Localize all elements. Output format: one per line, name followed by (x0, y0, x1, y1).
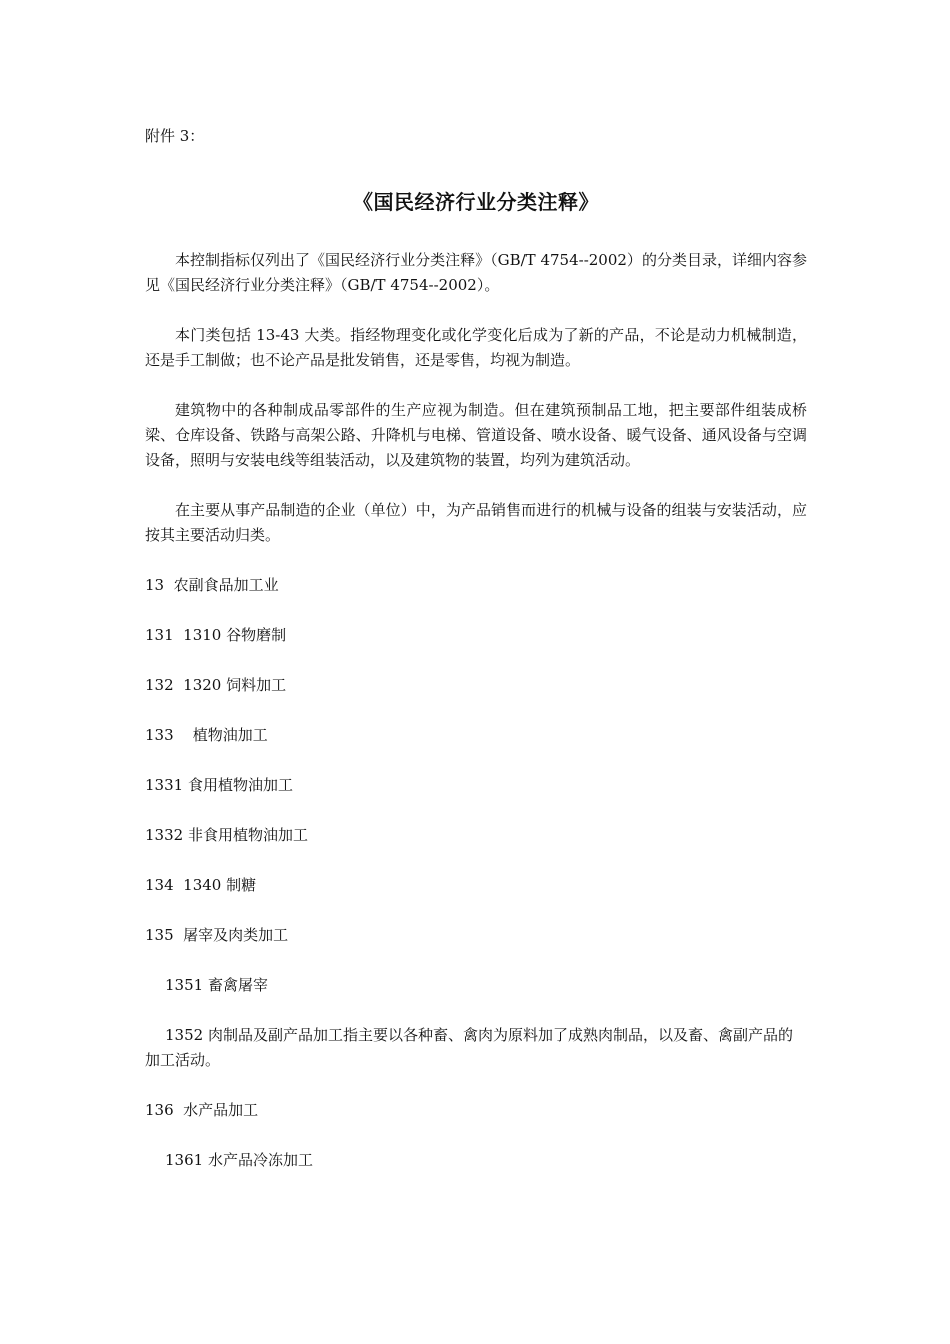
list-item: 131 1310 谷物磨制 (145, 626, 287, 644)
attachment-label: 附件 3： (145, 127, 205, 145)
installation-paragraph: 在主要从事产品制造的企业（单位）中，为产品销售而进行的机械与设备的组装与安装活动，应按其主要活动归类。 (145, 501, 807, 544)
scope-paragraph: 本门类包括 13-43 大类。指经物理变化或化学变化后成为了新的产品，不论是动力机械制造，还是手工制做；也不论产品是批发销售，还是零售，均视为制造。 (145, 326, 807, 369)
intro-paragraph: 本控制指标仅列出了《国民经济行业分类注释》（GB/T 4754--2002）的分类目录，详细内容参见《国民经济行业分类注释》（GB/T 4754--2002）。 (145, 251, 807, 294)
list-item: 1332 非食用植物油加工 (145, 826, 308, 844)
list-item: 1361 水产品冷冻加工 (165, 1151, 313, 1169)
construction-paragraph: 建筑物中的各种制成品零部件的生产应视为制造。但在建筑预制品工地，把主要部件组装成桥梁、仓库设备、铁路与高架公路、升降机与电梯、管道设备、喷水设备、暖气设备、通风设备与空调设备，照明与安装电线等组装活动，以及建筑物的装置，均列为建筑活动。 (145, 401, 807, 469)
list-item: 136 水产品加工 (145, 1101, 259, 1119)
list-item: 13 农副食品加工业 (145, 576, 279, 594)
list-item: 135 屠宰及肉类加工 (145, 926, 289, 944)
document-title: 《国民经济行业分类注释》 (353, 190, 599, 214)
list-item: 1331 食用植物油加工 (145, 776, 293, 794)
list-item: 1352 肉制品及副产品加工指主要以各种畜、禽肉为原料加了成熟肉制品，以及畜、禽副产品的加工活动。 (145, 1026, 793, 1069)
list-item: 132 1320 饲料加工 (145, 676, 287, 694)
list-item: 133 植物油加工 (145, 726, 268, 744)
document-body (145, 124, 807, 1198)
list-item: 134 1340 制糖 (145, 876, 257, 894)
list-item: 1351 畜禽屠宰 (165, 976, 268, 994)
classification-list (145, 573, 807, 1173)
